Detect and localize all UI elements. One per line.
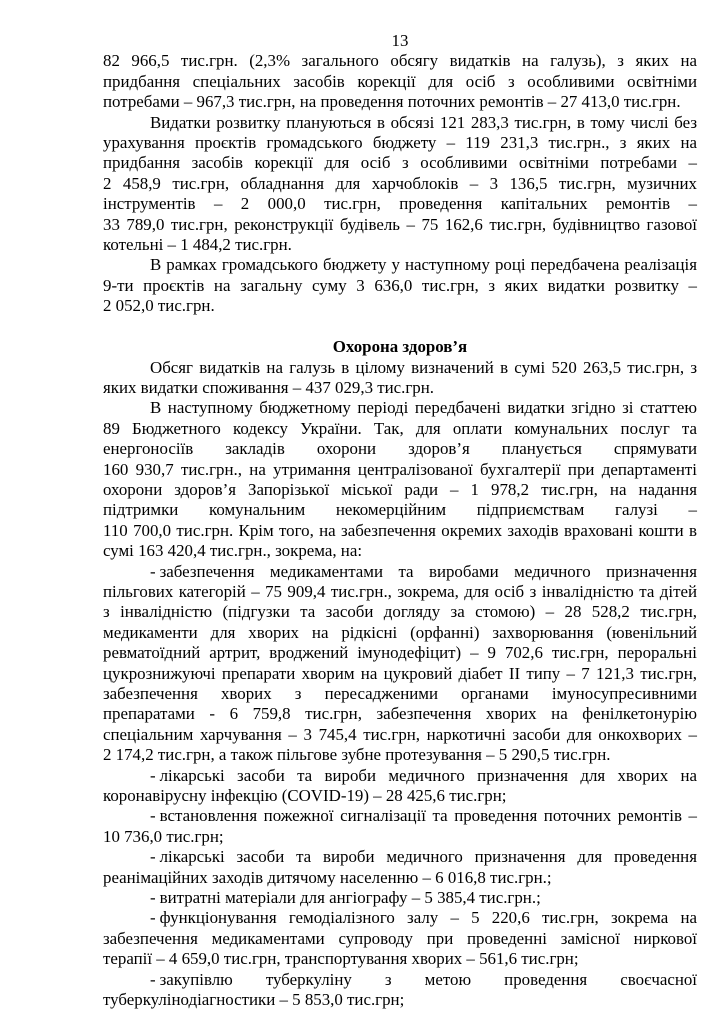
text-line bbox=[103, 806, 697, 826]
text-line: енергоносіїв закладів охорони здоров’я планується спрямувати bbox=[103, 439, 697, 459]
text-line: 89 Бюджетного кодексу України. Так, для оплати комунальних послуг та bbox=[103, 418, 697, 438]
text-line bbox=[103, 847, 697, 867]
text-line: яких видатки споживання – 437 029,3 тис.грн. bbox=[103, 377, 435, 397]
text-line: охорони здоров’я Запорізької міської ради – 1 978,2 тис.грн, на надання bbox=[103, 479, 697, 499]
text-line: реанімаційних заходів дитячому населенню – 6 016,8 тис.грн.; bbox=[103, 867, 552, 887]
text-line bbox=[103, 908, 697, 928]
document-body bbox=[103, 31, 697, 1011]
text-line: спеціальним харчування – 3 745,4 тис.грн, наркотичні засоби для онкохворих – bbox=[103, 724, 697, 744]
text-line: урахування проєктів громадського бюджету – 119 231,3 тис.грн., з яких на bbox=[103, 133, 697, 153]
text-line: котельні – 1 484,2 тис.грн. bbox=[103, 235, 292, 255]
text-line: медикаменти для хворих на рідкісні (орфанні) захворювання (ювенільний bbox=[103, 622, 697, 642]
list-item bbox=[103, 888, 697, 908]
list-item bbox=[103, 766, 697, 807]
text-line: В рамках громадського бюджету у наступному році передбачена реалізація bbox=[150, 255, 697, 275]
list-item-text: закупівлю туберкуліну з метою проведення своєчасної bbox=[159, 969, 697, 989]
text-line: придбання спеціальних засобів корекції для осіб з особливими освітніми bbox=[103, 71, 697, 91]
paragraph bbox=[103, 113, 697, 256]
text-line: терапії – 4 659,0 тис.грн, транспортування хворих – 561,6 тис.грн; bbox=[103, 949, 579, 969]
text-line: 160 930,7 тис.грн., на утримання централізованої бухгалтерії при департаменті bbox=[103, 459, 697, 479]
paragraph bbox=[103, 51, 697, 112]
text-line: Видатки розвитку плануються в обсязі 121 283,3 тис.грн, в тому числі без bbox=[150, 112, 697, 132]
text-line: препаратами - 6 759,8 тис.грн, забезпечення хворих на фенілкетонурію bbox=[103, 704, 697, 724]
text-line: забезпечення хворих з пересадженими органами імуносупресивними bbox=[103, 684, 697, 703]
text-line: Обсяг видатків на галузь в цілому визначений в сумі 520 263,5 тис.грн, з bbox=[150, 357, 697, 377]
text-line: В наступному бюджетному періоді передбачені видатки згідно зі статтею bbox=[150, 398, 697, 418]
list-item-text: лікарські засоби та вироби медичного призначення для проведення bbox=[159, 847, 697, 867]
list-item bbox=[103, 970, 697, 1011]
text-line: 2 052,0 тис.грн. bbox=[103, 296, 215, 316]
list-item-text: витратні матеріали для ангіографу – 5 385,4 тис.грн.; bbox=[159, 888, 541, 908]
text-line bbox=[103, 970, 697, 990]
text-line: сумі 163 420,4 тис.грн., зокрема, на: bbox=[103, 541, 363, 561]
list-bullet: - bbox=[150, 765, 156, 785]
text-line: придбання засобів корекції для осіб з особливими освітніми потребами – bbox=[103, 153, 697, 173]
list-item-text: забезпечення медикаментами та виробами медичного призначення bbox=[159, 561, 697, 581]
list-item bbox=[103, 562, 697, 766]
text-line: пільгових категорій – 75 909,4 тис.грн., зокрема, для осіб з інвалідністю та дітей bbox=[103, 581, 697, 601]
list-item bbox=[103, 806, 697, 847]
text-line: підтримки комунальним некомерційним підприємствам галузі – bbox=[103, 500, 697, 520]
list-bullet: - bbox=[150, 561, 156, 581]
list-item-text: лікарські засоби та вироби медичного призначення для хворих на bbox=[159, 765, 697, 785]
section-heading: Охорона здоров’я bbox=[332, 337, 468, 357]
text-line: туберкулінодіагностики – 5 853,0 тис.грн; bbox=[103, 990, 405, 1010]
text-line: з інвалідністю (підгузки та засоби догляду за стомою) – 28 528,2 тис.грн, bbox=[103, 602, 697, 622]
text-line: забезпечення медикаментами супроводу при проведенні замісної ниркової bbox=[103, 928, 697, 948]
list-bullet: - bbox=[150, 847, 156, 867]
text-line: цукрознижуючі препарати хворим на цукровий діабет ІІ типу – 7 121,3 тис.грн, bbox=[103, 663, 697, 683]
list-bullet: - bbox=[150, 806, 156, 826]
list-item-text: встановлення пожежної сигналізації та проведення поточних ремонтів – bbox=[159, 806, 697, 826]
list-item bbox=[103, 847, 697, 888]
text-line: потребами – 967,3 тис.грн, на проведення поточних ремонтів – 27 413,0 тис.грн. bbox=[103, 92, 681, 112]
paragraph bbox=[103, 398, 697, 561]
text-line bbox=[103, 766, 697, 786]
list-bullet: - bbox=[150, 908, 156, 928]
text-line bbox=[103, 562, 697, 582]
text-line: 33 789,0 тис.грн, реконструкції будівель – 75 162,6 тис.грн, будівництво газової bbox=[103, 214, 697, 234]
text-line: коронавірусну інфекцію (COVID-19) – 28 425,6 тис.грн; bbox=[103, 786, 507, 806]
text-line: 10 736,0 тис.грн; bbox=[103, 826, 224, 846]
text-line: 9-ти проєктів на загальну суму 3 636,0 тис.грн, з яких видатки розвитку – bbox=[103, 275, 697, 295]
list-bullet: - bbox=[150, 888, 156, 908]
text-line: 82 966,5 тис.грн. (2,3% загального обсягу видатків на галузь), з яких на bbox=[103, 51, 697, 71]
text-line: 2 174,2 тис.грн, а також пільгове зубне протезування – 5 290,5 тис.грн. bbox=[103, 745, 611, 765]
text-line: ревматоїдний артрит, вроджений імунодефіцит) – 9 702,6 тис.грн, пероральні bbox=[103, 643, 697, 663]
text-line: інструментів – 2 000,0 тис.грн, проведення капітальних ремонтів – bbox=[103, 194, 697, 214]
text-line: 2 458,9 тис.грн, обладнання для харчоблоків – 3 136,5 тис.грн, музичних bbox=[103, 173, 697, 193]
list-bullet: - bbox=[150, 969, 156, 989]
page-number: 13 bbox=[391, 31, 409, 50]
text-line: 110 700,0 тис.грн. Крім того, на забезпечення окремих заходів враховані кошти в bbox=[103, 520, 697, 540]
paragraph bbox=[103, 358, 697, 399]
list-item bbox=[103, 908, 697, 969]
paragraph bbox=[103, 255, 697, 316]
list-item-text: функціонування гемодіалізного залу – 5 220,6 тис.грн, зокрема на bbox=[159, 908, 697, 928]
text-line bbox=[103, 888, 697, 908]
